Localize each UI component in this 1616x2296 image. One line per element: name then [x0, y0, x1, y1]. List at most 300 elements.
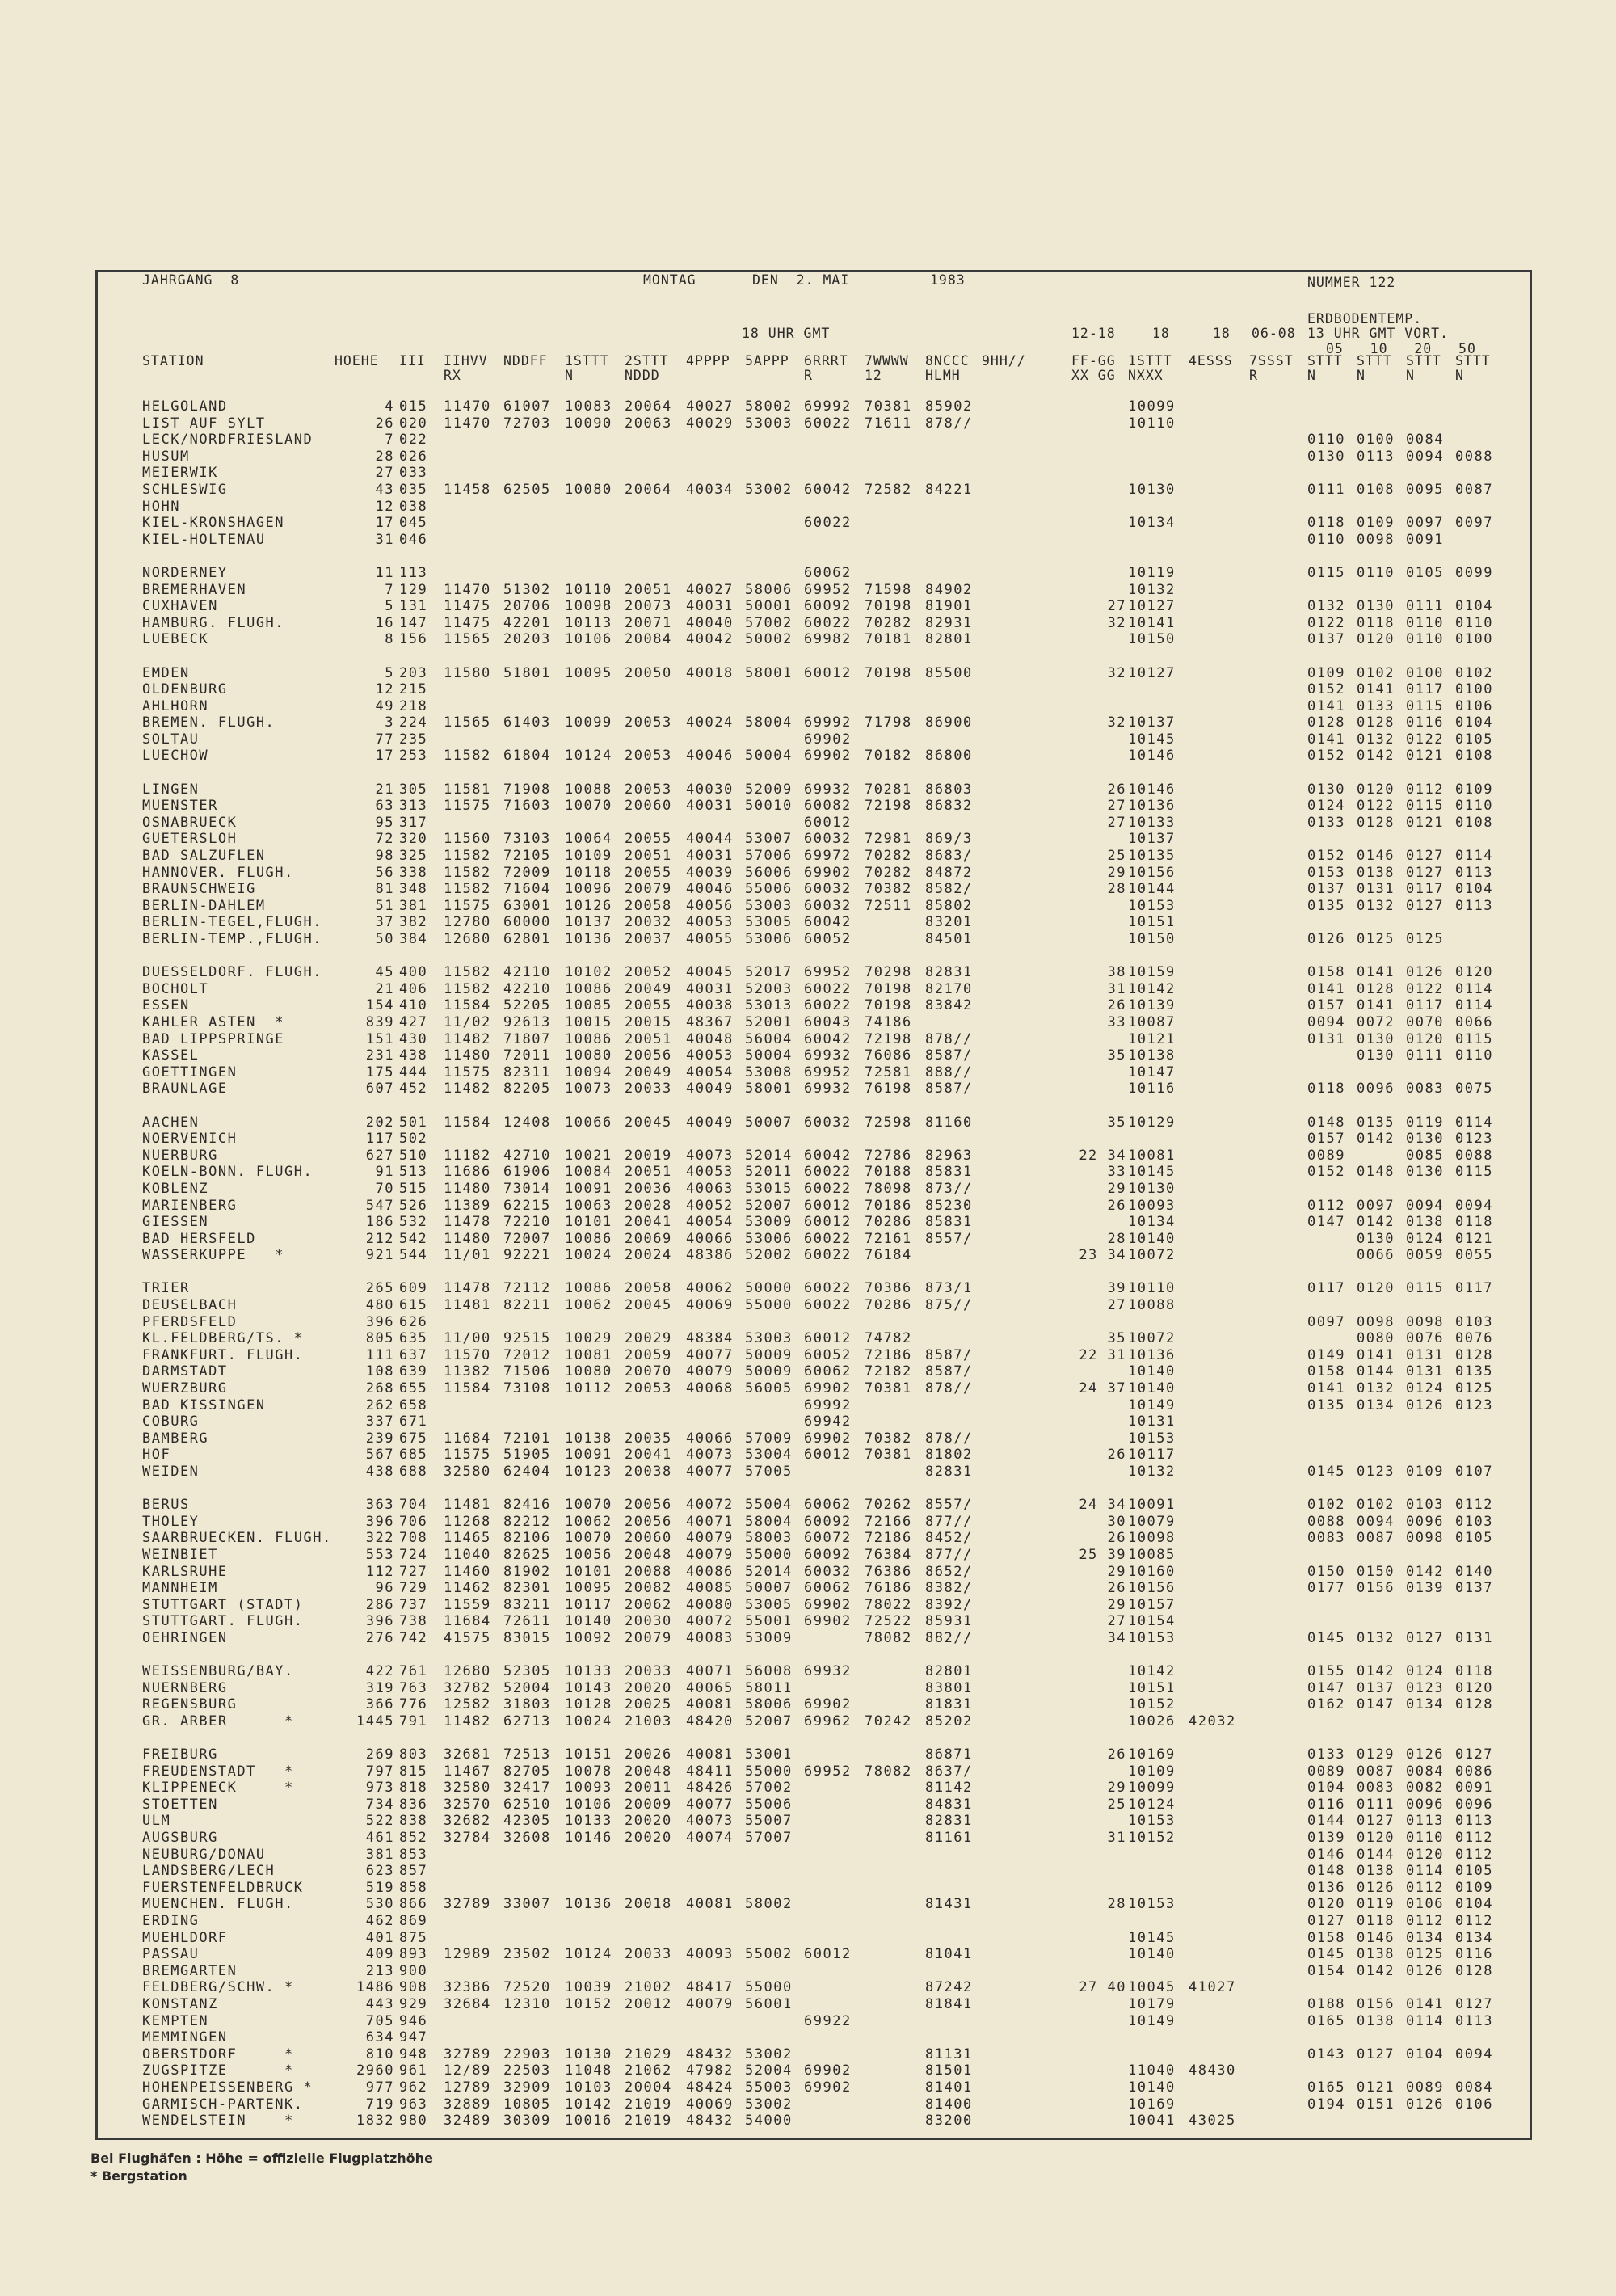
table-cell [1189, 1114, 1247, 1131]
table-cell: 81401 [925, 2079, 973, 2096]
table-cell: 671 [399, 1413, 428, 1430]
table-cell [1307, 582, 1356, 599]
table-cell: 21 [375, 980, 394, 997]
table-cell: 17 [375, 515, 394, 532]
table-cell [745, 1863, 803, 1880]
table-cell [982, 665, 1038, 682]
table-cell: 56004 [745, 1030, 793, 1047]
table-cell [1249, 1430, 1306, 1447]
table-cell: 70282 [865, 614, 912, 631]
table-cell: 48430 [1189, 2062, 1236, 2079]
table-cell [1189, 2046, 1247, 2063]
table-cell [982, 1148, 1038, 1165]
table-cell [625, 432, 683, 449]
table-cell: 40073 [686, 1813, 734, 1830]
table-cell: 11581 [444, 781, 491, 798]
table-cell [1249, 798, 1306, 815]
table-cell: 11559 [444, 1596, 491, 1613]
table-cell [1307, 1330, 1356, 1347]
table-cell: 0125 [1455, 1380, 1493, 1397]
table-cell: 60092 [804, 1513, 852, 1530]
table-cell: 50004 [745, 1047, 793, 1064]
table-cell: 82801 [925, 631, 973, 648]
table-cell: 10128 [565, 1696, 612, 1713]
table-cell: 10041 [1128, 2113, 1176, 2130]
table-cell [865, 1996, 923, 2013]
table-cell [1357, 1430, 1405, 1447]
table-cell [865, 532, 923, 549]
table-cell: 0127 [1406, 864, 1444, 881]
table-cell: 40053 [686, 914, 734, 931]
table-cell [1071, 565, 1126, 582]
data-column [865, 398, 923, 2130]
table-cell [444, 1397, 502, 1414]
table-cell: 11182 [444, 1147, 491, 1164]
table-cell [1249, 1530, 1306, 1547]
table-cell [1071, 698, 1126, 715]
table-cell: 10179 [1128, 1996, 1176, 2012]
table-cell: 0135 [1307, 1397, 1345, 1413]
column-header-top: 9HH// [982, 353, 1026, 369]
table-cell [982, 881, 1038, 898]
table-cell [1249, 881, 1306, 898]
table-cell: 0110 [1406, 1830, 1444, 1847]
table-cell: 70198 [865, 980, 912, 997]
table-cell [1128, 698, 1186, 715]
table-cell: 70188 [865, 1164, 912, 1181]
data-column [745, 398, 803, 2130]
table-cell: 48424 [686, 2079, 734, 2096]
station-name: KIEL-KRONSHAGEN [142, 515, 285, 532]
table-cell [1071, 1813, 1126, 1830]
table-cell: 11462 [444, 1580, 491, 1597]
table-cell [1249, 1447, 1306, 1464]
table-cell [1189, 1514, 1247, 1531]
table-cell [625, 815, 683, 832]
table-cell [982, 815, 1038, 832]
table-cell: 50009 [745, 1346, 793, 1363]
table-cell [982, 515, 1038, 532]
table-cell: 27 [1107, 798, 1126, 815]
table-cell: 70381 [865, 1447, 912, 1464]
table-cell: 706 [399, 1513, 428, 1530]
table-cell: 72 [375, 831, 394, 848]
table-cell: 893 [399, 1946, 428, 1963]
table-cell [1249, 499, 1306, 516]
table-cell: 10159 [1128, 964, 1176, 981]
table-cell: 154 [365, 997, 394, 1014]
table-cell: 76086 [865, 1047, 912, 1064]
table-cell [1189, 1746, 1247, 1763]
table-cell: 55004 [745, 1497, 793, 1514]
table-cell: 734 [365, 1796, 394, 1813]
table-cell [1249, 1497, 1306, 1514]
table-cell: 62505 [503, 481, 551, 498]
table-cell [686, 1913, 744, 1930]
table-cell: 10131 [1128, 1413, 1176, 1430]
table-cell [1406, 1597, 1454, 1614]
table-cell [925, 1863, 980, 1880]
table-cell: 0142 [1357, 1131, 1395, 1148]
table-cell: 60022 [804, 415, 852, 432]
table-cell [1189, 1430, 1247, 1447]
table-cell [804, 1314, 862, 1331]
table-cell: 0076 [1406, 1330, 1444, 1347]
table-cell [982, 1530, 1038, 1547]
table-cell: 11470 [444, 415, 491, 432]
table-cell: 0121 [1455, 1230, 1493, 1247]
table-cell [865, 2096, 923, 2113]
table-cell: 55000 [745, 1979, 793, 1996]
table-cell: 1486 [356, 1979, 394, 1996]
table-cell: 0124 [1406, 1663, 1444, 1680]
table-cell: 0089 [1307, 1763, 1345, 1780]
table-cell [686, 565, 744, 582]
table-cell [1189, 1896, 1247, 1913]
table-cell: 48417 [686, 1979, 734, 1996]
table-cell [982, 1863, 1038, 1880]
table-cell: 10045 [1128, 1979, 1176, 1996]
station-name: NEUBURG/DONAU [142, 1846, 266, 1863]
table-cell: 20053 [625, 781, 672, 798]
table-cell: 10072 [1128, 1330, 1176, 1347]
table-cell: 0124 [1406, 1230, 1444, 1247]
station-name: LINGEN [142, 781, 200, 798]
table-cell: 0112 [1455, 1913, 1493, 1930]
table-cell [1189, 1797, 1247, 1814]
table-cell: 900 [399, 1962, 428, 1979]
table-cell: 10142 [565, 2096, 612, 2113]
table-cell: 705 [365, 2012, 394, 2029]
table-cell [625, 532, 683, 549]
table-cell [1455, 465, 1504, 482]
table-cell: 11/02 [444, 1013, 491, 1030]
table-cell: 37 [375, 914, 394, 931]
table-cell: 685 [399, 1447, 428, 1464]
table-cell [982, 415, 1038, 432]
table-cell: 58011 [745, 1679, 793, 1696]
table-cell: 72105 [503, 848, 551, 865]
table-cell [1189, 1181, 1247, 1198]
table-cell [1249, 2046, 1306, 2063]
table-cell: 615 [399, 1297, 428, 1314]
table-cell: 10092 [565, 1629, 612, 1646]
table-cell [1249, 898, 1306, 915]
table-cell [982, 1780, 1038, 1797]
table-cell [1189, 499, 1247, 516]
table-cell: 55002 [745, 1946, 793, 1963]
table-cell [1189, 865, 1247, 882]
table-cell: 0091 [1406, 531, 1444, 548]
table-cell [1189, 1763, 1247, 1780]
table-cell: 626 [399, 1313, 428, 1330]
table-cell: 40056 [686, 897, 734, 914]
table-cell: 57009 [745, 1430, 793, 1447]
table-cell: 82931 [925, 614, 973, 631]
table-cell: 11470 [444, 398, 491, 415]
table-cell: 10109 [565, 848, 612, 865]
table-cell: 32789 [444, 2045, 491, 2062]
table-cell [982, 432, 1038, 449]
table-cell: 29 [1107, 1596, 1126, 1613]
table-cell [804, 1863, 862, 1880]
station-name: BOCHOLT [142, 980, 209, 997]
table-cell: 71807 [503, 1030, 551, 1047]
table-cell [865, 1946, 923, 1963]
table-cell [686, 2029, 744, 2046]
table-cell: 26 [375, 415, 394, 432]
table-cell [925, 815, 980, 832]
table-cell: 675 [399, 1430, 428, 1447]
table-cell: 40046 [686, 881, 734, 898]
table-cell [804, 1797, 862, 1814]
table-cell: 76384 [865, 1546, 912, 1563]
table-cell [1249, 1014, 1306, 1031]
station-name: BAD SALZUFLEN [142, 848, 266, 865]
table-cell: 78082 [865, 1763, 912, 1780]
table-cell: 20056 [625, 1047, 672, 1064]
table-cell [1307, 1979, 1356, 1996]
table-cell: 32789 [444, 1896, 491, 1913]
table-cell: 156 [399, 631, 428, 648]
table-cell: 20082 [625, 1580, 672, 1597]
table-cell: 10080 [565, 1047, 612, 1064]
table-cell [982, 1464, 1038, 1481]
table-cell: 0108 [1357, 481, 1395, 498]
table-cell: 10139 [1128, 997, 1176, 1014]
station-name: GOETTINGEN [142, 1064, 238, 1081]
table-cell [865, 815, 923, 832]
table-cell [1189, 1547, 1247, 1564]
table-cell: 0115 [1406, 798, 1444, 815]
table-cell [565, 698, 623, 715]
table-cell: 71611 [865, 415, 912, 432]
table-cell: 53003 [745, 1330, 793, 1347]
table-cell: 10029 [565, 1330, 612, 1347]
table-cell: 60012 [804, 1946, 852, 1963]
data-column [399, 398, 441, 2130]
table-cell: 10084 [565, 1164, 612, 1181]
table-cell [1249, 598, 1306, 615]
table-cell [1128, 1880, 1186, 1897]
table-cell: 866 [399, 1896, 428, 1913]
table-cell: 818 [399, 1780, 428, 1797]
station-name: HUSUM [142, 448, 190, 465]
table-cell: 0130 [1357, 1030, 1395, 1047]
table-cell: 20063 [625, 415, 672, 432]
table-cell: 0132 [1357, 897, 1395, 914]
table-cell [1455, 1713, 1504, 1730]
table-cell [925, 515, 980, 532]
table-cell [865, 931, 923, 948]
table-cell [1071, 748, 1126, 765]
table-cell [1249, 1597, 1306, 1614]
table-cell: 0137 [1455, 1580, 1493, 1597]
table-cell: 20051 [625, 848, 672, 865]
table-cell: 0126 [1406, 2096, 1444, 2113]
table-cell: 10015 [565, 1013, 612, 1030]
table-cell [1307, 1713, 1356, 1730]
table-cell [982, 1896, 1038, 1913]
table-cell: 50009 [745, 1363, 793, 1380]
table-cell: 11686 [444, 1164, 491, 1181]
table-cell: 231 [365, 1047, 394, 1064]
table-cell [1189, 1564, 1247, 1581]
table-cell: 20037 [625, 931, 672, 947]
table-cell [1455, 1181, 1504, 1198]
table-cell: 28 [1107, 881, 1126, 898]
table-cell: 58004 [745, 714, 793, 731]
table-cell: 973 [365, 1780, 394, 1797]
table-cell: 0096 [1357, 1081, 1395, 1097]
table-cell: 42201 [503, 614, 551, 631]
table-cell [565, 1930, 623, 1947]
table-cell [503, 465, 562, 482]
table-cell: 32580 [444, 1464, 491, 1480]
table-cell [804, 1930, 862, 1947]
table-cell: 0139 [1406, 1580, 1444, 1597]
table-cell: 40040 [686, 614, 734, 631]
table-cell [503, 1880, 562, 1897]
table-cell: 0100 [1406, 664, 1444, 681]
table-cell [1071, 1430, 1126, 1447]
table-cell: 20064 [625, 398, 672, 415]
table-cell: 73108 [503, 1380, 551, 1397]
table-cell: 40077 [686, 1464, 734, 1480]
table-cell [1455, 1547, 1504, 1564]
table-cell: 0084 [1406, 1763, 1444, 1780]
table-cell: 10103 [565, 2079, 612, 2096]
table-cell: 0142 [1357, 1663, 1395, 1680]
table-cell: 55000 [745, 1546, 793, 1563]
table-cell: 25 [1107, 1796, 1126, 1813]
table-cell: 10106 [565, 631, 612, 648]
station-name: MUENCHEN. FLUGH. [142, 1896, 294, 1913]
table-cell: 11040 [1128, 2062, 1176, 2079]
table-cell [1406, 2029, 1454, 2046]
table-cell [503, 1413, 562, 1430]
data-column [444, 398, 502, 2130]
table-cell: 962 [399, 2079, 428, 2096]
table-cell: 69902 [804, 1596, 852, 1613]
table-cell [982, 449, 1038, 466]
table-cell [982, 714, 1038, 731]
table-cell: 32608 [503, 1830, 551, 1847]
table-cell: 29 [1107, 864, 1126, 881]
table-cell [1071, 1064, 1126, 1081]
table-cell [1189, 1497, 1247, 1514]
table-cell: 51905 [503, 1447, 551, 1464]
column-header-top: STTT [1455, 353, 1491, 369]
station-name: FELDBERG/SCHW. * [142, 1979, 294, 1996]
table-cell [1307, 1597, 1356, 1614]
table-cell: 20055 [625, 864, 672, 881]
table-cell [1189, 731, 1247, 748]
station-name: MANNHEIM [142, 1580, 218, 1597]
table-cell: 72611 [503, 1613, 551, 1630]
table-cell: 761 [399, 1663, 428, 1680]
table-cell [1249, 1979, 1306, 1996]
table-cell [1249, 1746, 1306, 1763]
table-cell: 0121 [1406, 748, 1444, 765]
table-cell [1357, 1148, 1405, 1165]
table-cell [686, 432, 744, 449]
station-name: FREUDENSTADT * [142, 1763, 294, 1780]
table-cell: 8582/ [925, 881, 973, 898]
table-cell [1071, 1930, 1126, 1947]
table-cell [1406, 1181, 1454, 1198]
table-cell: 0120 [1406, 1030, 1444, 1047]
table-cell [1455, 2062, 1504, 2079]
table-cell: 11480 [444, 1230, 491, 1247]
table-cell [686, 1963, 744, 1980]
table-cell: 113 [399, 564, 428, 581]
table-cell [1189, 1413, 1247, 1430]
table-cell: 70382 [865, 1430, 912, 1447]
station-name: KOBLENZ [142, 1180, 209, 1197]
table-cell [1307, 2062, 1356, 2079]
table-cell: 658 [399, 1397, 428, 1413]
table-cell: 74782 [865, 1330, 912, 1347]
table-cell: 10099 [1128, 1780, 1176, 1797]
table-cell: 738 [399, 1613, 428, 1630]
table-cell: 0087 [1455, 481, 1493, 498]
table-cell: 85202 [925, 1713, 973, 1729]
table-cell [1071, 415, 1126, 432]
table-cell: 10117 [1128, 1447, 1176, 1464]
table-cell [1071, 1663, 1126, 1680]
table-cell: 10142 [1128, 980, 1176, 997]
table-cell [686, 465, 744, 482]
table-cell [1071, 532, 1126, 549]
table-cell: 462 [365, 1913, 394, 1930]
table-cell: 0138 [1406, 1214, 1444, 1231]
table-cell [565, 465, 623, 482]
table-cell [444, 449, 502, 466]
table-cell: 84831 [925, 1796, 973, 1813]
table-cell: 21002 [625, 1979, 672, 1996]
table-cell: 10083 [565, 398, 612, 415]
table-cell [503, 1863, 562, 1880]
table-cell: 81131 [925, 2045, 973, 2062]
table-cell: 0127 [1406, 848, 1444, 865]
table-cell [865, 1663, 923, 1680]
table-cell: 0083 [1406, 1081, 1444, 1097]
table-cell [1071, 398, 1126, 415]
table-cell: 10127 [1128, 598, 1176, 615]
table-cell: 92221 [503, 1247, 551, 1264]
table-cell [1189, 1297, 1247, 1314]
table-cell [865, 1963, 923, 1980]
table-cell: 53006 [745, 931, 793, 947]
table-cell [1249, 1131, 1306, 1148]
station-name: LIST AUF SYLT [142, 415, 266, 432]
table-cell: 86803 [925, 781, 973, 798]
table-cell: 20026 [625, 1746, 672, 1763]
table-cell: 20071 [625, 614, 672, 631]
table-cell: 10123 [565, 1464, 612, 1480]
table-cell: 980 [399, 2113, 428, 2130]
table-cell: 10152 [565, 1996, 612, 2012]
table-cell [982, 798, 1038, 815]
table-cell: 0109 [1455, 781, 1493, 798]
table-cell [1357, 1413, 1405, 1430]
table-cell: 0098 [1406, 1313, 1444, 1330]
table-cell [1406, 398, 1454, 415]
table-cell: 878// [925, 1030, 973, 1047]
table-cell [925, 1397, 980, 1414]
station-name: DARMSTADT [142, 1363, 228, 1380]
